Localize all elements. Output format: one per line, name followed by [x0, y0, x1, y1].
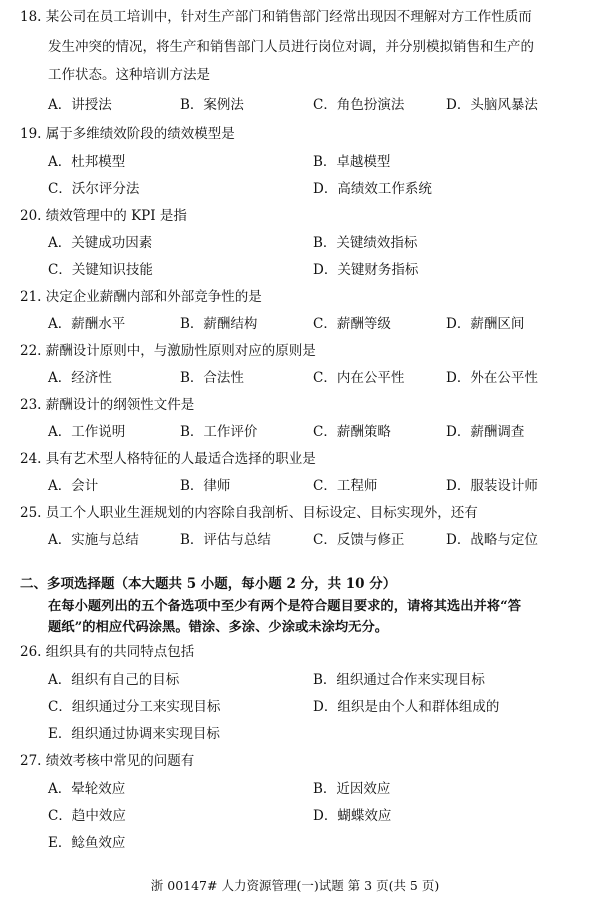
option-a: A．经济性	[48, 370, 112, 386]
option-b: B．工作评价	[180, 424, 258, 440]
option-a: A．组织有自己的目标	[48, 672, 180, 688]
option-c: C．沃尔评分法	[48, 181, 140, 197]
question-27	[20, 752, 194, 770]
option-e: E．鲶鱼效应	[48, 835, 126, 851]
option-a: A．工作说明	[48, 424, 126, 440]
option-a: A．讲授法	[48, 97, 112, 113]
option-d: D．关键财务指标	[313, 262, 419, 278]
option-d: D．薪酬区间	[446, 316, 525, 332]
option-c: C．关键知识技能	[48, 262, 153, 278]
section-heading: 二、多项选择题（本大题共 5 小题，每小题 2 分，共 10 分）	[20, 576, 397, 592]
page-footer: 浙 00147# 人力资源管理(一)试题 第 3 页(共 5 页)	[150, 878, 440, 893]
question-22	[20, 342, 316, 360]
option-b: B．卓越模型	[313, 154, 391, 170]
question-26	[20, 643, 194, 661]
option-d: D．服装设计师	[446, 478, 538, 494]
question-text: 决定企业薪酬内部和外部竞争性的是	[45, 289, 262, 305]
option-b: B．近因效应	[313, 781, 391, 797]
option-b: B．评估与总结	[180, 532, 271, 548]
option-b: B．案例法	[180, 97, 244, 113]
option-a: A．晕轮效应	[48, 781, 126, 797]
question-20	[20, 207, 187, 225]
option-d: D．蝴蝶效应	[313, 808, 392, 824]
option-c: C．薪酬等级	[313, 316, 391, 332]
option-a: A．关键成功因素	[48, 235, 153, 251]
question-number: 21.	[20, 289, 42, 305]
option-d: D．高绩效工作系统	[313, 181, 432, 197]
question-text: 员工个人职业生涯规划的内容除自我剖析、目标设定、目标实现外，还有	[45, 505, 478, 521]
option-c: C．组织通过分工来实现目标	[48, 699, 221, 715]
question-21	[20, 288, 262, 306]
option-e: E．组织通过协调来实现目标	[48, 726, 220, 742]
option-c: C．薪酬策略	[313, 424, 391, 440]
option-c: C．工程师	[313, 478, 378, 494]
option-d: D．外在公平性	[446, 370, 538, 386]
option-c: C．内在公平性	[313, 370, 405, 386]
question-number: 19.	[20, 126, 42, 142]
option-b: B．合法性	[180, 370, 244, 386]
option-b: B．律师	[180, 478, 231, 494]
option-a: A．薪酬水平	[48, 316, 126, 332]
section-instructions-line-1: 在每小题列出的五个备选项中至少有两个是符合题目要求的，请将其选出并将“答	[48, 599, 522, 614]
question-18	[20, 8, 532, 26]
option-b: B．关键绩效指标	[313, 235, 418, 251]
option-a: A．会计	[48, 478, 99, 494]
option-a: A．杜邦模型	[48, 154, 126, 170]
option-b: B．组织通过合作来实现目标	[313, 672, 485, 688]
question-number: 24.	[20, 451, 42, 467]
question-number: 27.	[20, 753, 42, 769]
question-text-line-3: 工作状态。这种培训方法是	[48, 67, 210, 83]
option-c: C．趋中效应	[48, 808, 126, 824]
question-number: 22.	[20, 343, 42, 359]
question-number: 23.	[20, 397, 42, 413]
question-19	[20, 125, 235, 143]
option-c: C．反馈与修正	[313, 532, 405, 548]
question-number: 26.	[20, 644, 42, 660]
question-23	[20, 396, 194, 414]
option-c: C．角色扮演法	[313, 97, 405, 113]
question-text: 绩效考核中常见的问题有	[45, 753, 195, 769]
option-d: D．头脑风暴法	[446, 97, 538, 113]
option-d: D．组织是由个人和群体组成的	[313, 699, 500, 715]
option-d: D．薪酬调查	[446, 424, 525, 440]
question-text: 属于多维绩效阶段的绩效模型是	[45, 126, 235, 142]
question-text: 具有艺术型人格特征的人最适合选择的职业是	[45, 451, 316, 467]
option-b: B．薪酬结构	[180, 316, 258, 332]
question-text: 薪酬设计原则中，与激励性原则对应的原则是	[45, 343, 316, 359]
question-text: 组织具有的共同特点包括	[45, 644, 195, 660]
section-instructions-line-2: 题纸”的相应代码涂黑。错涂、多涂、少涂或未涂均无分。	[48, 620, 389, 635]
question-number: 18.	[20, 9, 42, 25]
question-25	[20, 504, 478, 522]
option-d: D．战略与定位	[446, 532, 538, 548]
question-text: 薪酬设计的纲领性文件是	[45, 397, 195, 413]
question-text-line-2: 发生冲突的情况，将生产和销售部门人员进行岗位对调，并分别模拟销售和生产的	[48, 39, 534, 55]
question-number: 25.	[20, 505, 42, 521]
question-number: 20.	[20, 208, 42, 224]
question-text: 绩效管理中的 KPI 是指	[45, 208, 187, 224]
question-text-line-1: 某公司在员工培训中，针对生产部门和销售部门经常出现因不理解对方工作性质而	[45, 9, 532, 25]
question-24	[20, 450, 316, 468]
option-a: A．实施与总结	[48, 532, 139, 548]
